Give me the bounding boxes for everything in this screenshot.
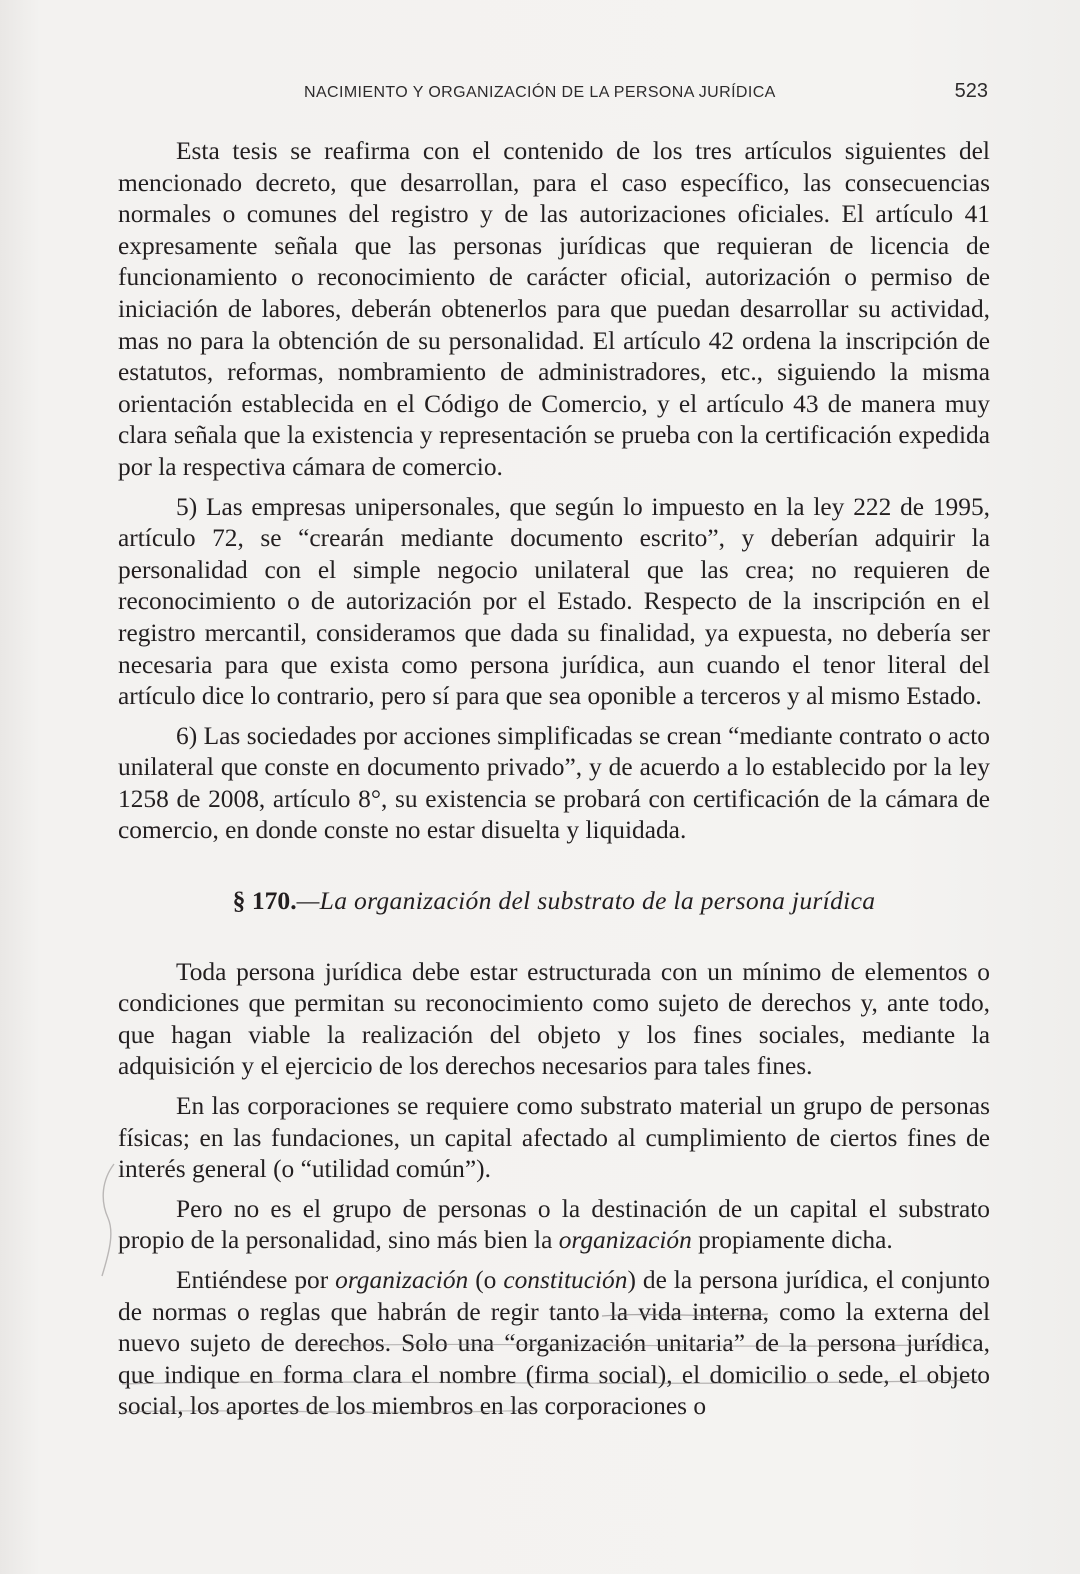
body-text: [118, 136, 990, 1431]
text-run: propiamente dicha.: [691, 1226, 893, 1255]
italic-term-organizacion: organización: [335, 1266, 469, 1294]
section-heading: [118, 885, 990, 917]
paragraph-substrato-material: En las corporaciones se requiere como substrato material un grupo de personas físicas; en las fundaciones, un capital afectado al cumplimiento de ciertos fines de interés general (o “utilidad común”).: [118, 1092, 990, 1184]
paragraph-minimum-elements: Toda persona jurídica debe estar estructurada con un mínimo de elementos o condiciones que permitan su reconocimiento como sujeto de derechos y, ante todo, que hagan viable la realización del objeto y los fines sociales, mediante la adquisición y el ejercicio de los derechos necesarios para tales fines.: [118, 957, 990, 1081]
text-run: ) de la persona jurídica, el conjunto de normas o reglas que habrán de regir tanto la vida interna, como la externa del nuevo sujeto de derechos. Solo una “organización unitaria” de la persona jurídica, que indique en forma clara el nombre (firma social), el domicilio o sede, el objeto social, los aportes de los miembros en las corporaciones o: [118, 1266, 990, 1421]
italic-term-organizacion: organización: [558, 1226, 692, 1255]
page-number: 523: [954, 80, 988, 102]
text-run: (o: [468, 1266, 504, 1294]
paragraph-decree-articles: Esta tesis se reafirma con el contenido de los tres artículos siguientes del mencionado decreto, que desarrollan, para el caso específico, las consecuencias normales o comunes del registro y de las autorizaciones oficiales. El artículo 41 expresamente señala que las personas jurídicas que requieran de licencia de funcionamiento o reconocimiento de carácter oficial, autorización o permiso de iniciación de labores, deberán obtenerlos para que puedan desarrollar su actividad, mas no para la obtención de su personalidad. El artículo 42 ordena la inscripción de estatutos, reformas, nombramiento de administradores, etc., siguiendo la misma orientación establecida en el Código de Comercio, y el artículo 43 de manera muy clara señala que la existencia y representación se prueba con la certificación expedida por la respectiva cámara de comercio.: [118, 137, 990, 481]
paragraph-item-5-empresas-unipersonales: 5) Las empresas unipersonales, que según lo impuesto en la ley 222 de 1995, artículo 72, se “crearán mediante documento escrito”, y deberían adquirir la personalidad con el simple negocio unilateral que las crea; no requieren de reconocimiento o de autorización por el Estado. Respecto de la inscripción en el registro mercantil, consideramos que dada su finalidad, ya expuesta, no debería ser necesaria para que exista como persona jurídica, aun cuando el tenor literal del artículo dice lo contrario, pero sí para que sea oponible a terceros y al mismo Estado.: [118, 492, 990, 711]
section-title: —La organización del substrato de la persona jurídica: [296, 886, 876, 916]
running-head: [120, 80, 988, 110]
text-run: Entiéndese por: [176, 1266, 336, 1294]
italic-term-constitucion: constitución: [503, 1266, 628, 1294]
running-head-title: NACIMIENTO Y ORGANIZACIÓN DE LA PERSONA JURÍDICA: [304, 84, 776, 101]
section-number: § 170.: [232, 886, 297, 916]
paragraph-organizacion-propia: [118, 1194, 990, 1257]
paragraph-item-6-sociedades-por-acciones: 6) Las sociedades por acciones simplificadas se crean “mediante contrato o acto unilateral que conste en documento privado”, y de acuerdo a lo establecido por la ley 1258 de 2008, artículo 8°, su existencia se probará con certificación de la cámara de comercio, en donde conste no estar disuelta y liquidada.: [118, 721, 990, 845]
paragraph-definicion-organizacion: [118, 1265, 990, 1423]
text-run: Pero no es el grupo de personas o la destinación de un capital el substrato propio de la personalidad, sino más bien la: [118, 1194, 990, 1255]
